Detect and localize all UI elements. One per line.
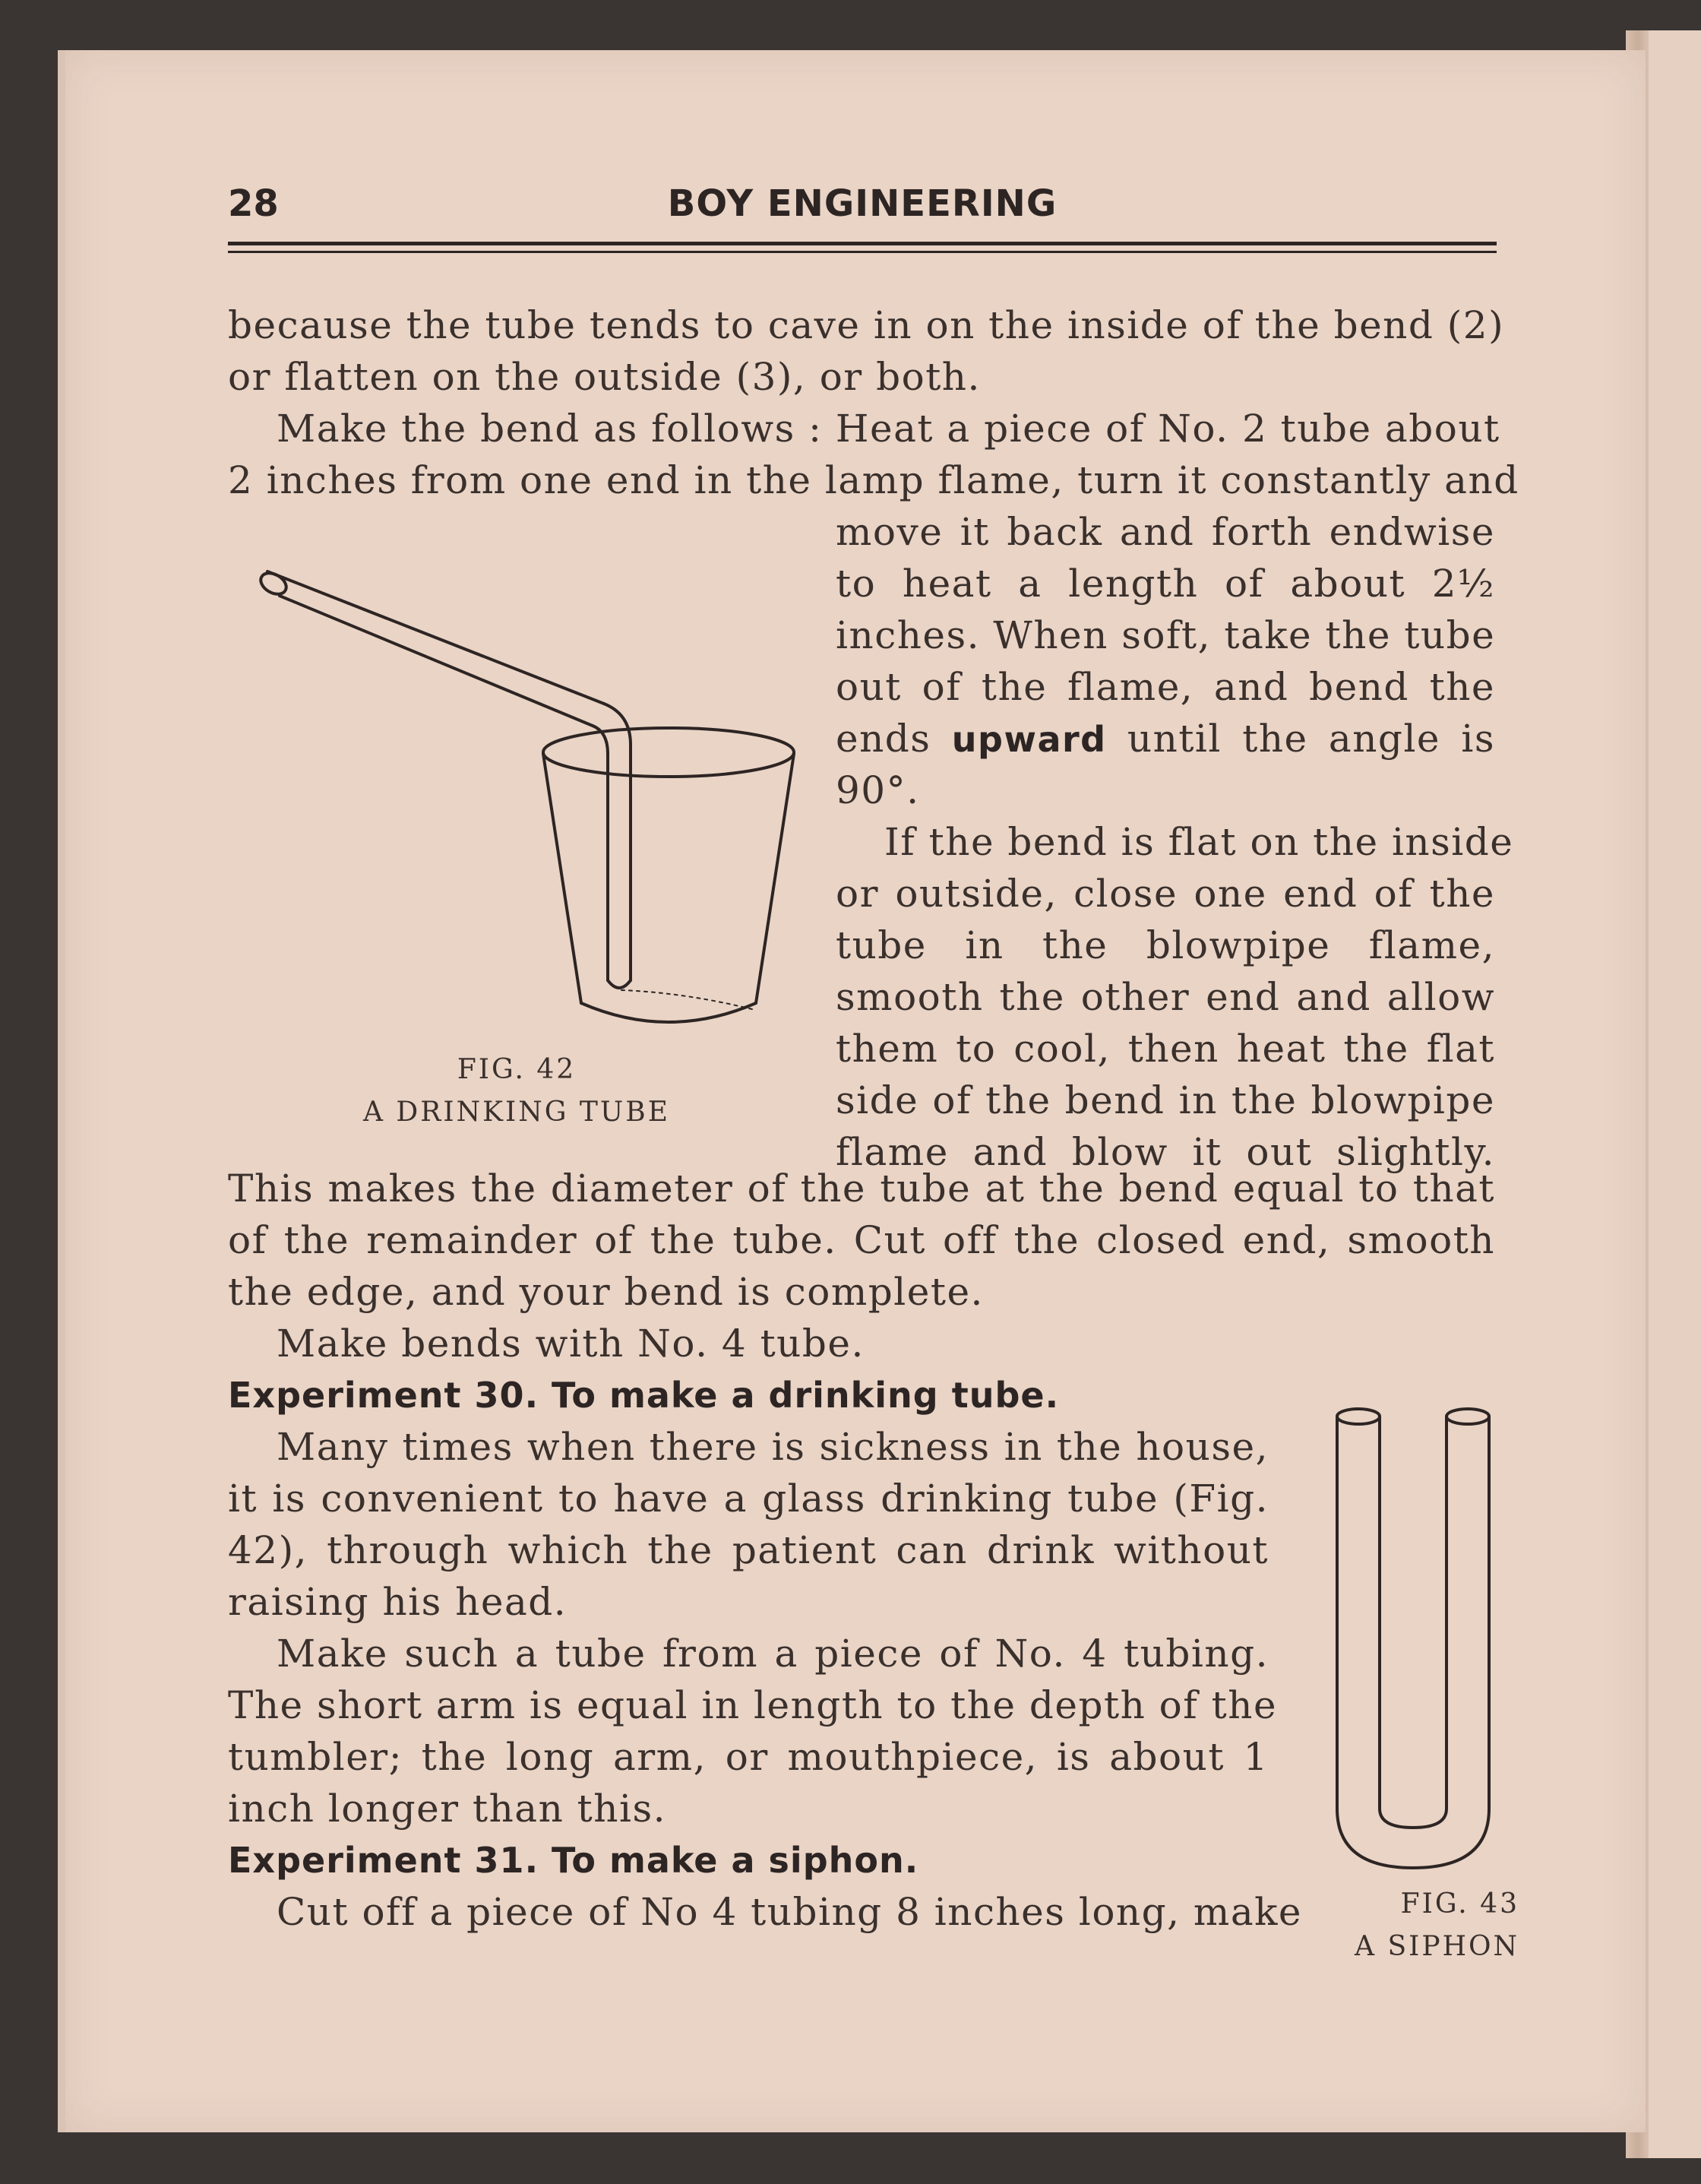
text-line: raising his head.	[228, 1580, 568, 1624]
text-line: out of the flame, and bend the	[836, 665, 1495, 709]
siphon-figure	[1322, 1398, 1504, 1885]
right-column-text	[836, 506, 1514, 1178]
header-rule-thin	[228, 251, 1497, 253]
text-line: smooth the other end and allow	[836, 975, 1495, 1019]
text-line: Cut off a piece of No 4 tubing 8 inches long, make	[277, 1890, 1303, 1934]
header-rule	[228, 242, 1497, 245]
text-fragment: until the angle is	[1106, 717, 1495, 761]
text-line: Many times when there is sickness in the house,	[277, 1425, 1269, 1469]
experiments-section	[228, 1369, 1303, 1938]
fig43-title: A SIPHON	[1355, 1931, 1519, 1962]
page-header	[228, 182, 1497, 236]
drinking-tube-figure	[251, 555, 813, 1056]
text-line: it is convenient to have a glass drinking tube (Fig.	[228, 1477, 1269, 1521]
text-line: 42), through which the patient can drink without	[228, 1528, 1269, 1572]
paragraph-intro	[228, 299, 1519, 506]
text-line: of the remainder of the tube. Cut off the closed end, smooth	[228, 1218, 1495, 1262]
fig42-title: A DRINKING TUBE	[362, 1097, 671, 1128]
text-line: them to cool, then heat the flat	[836, 1027, 1495, 1071]
experiment-31-heading: Experiment 31. To make a siphon.	[228, 1840, 919, 1881]
fig42-number: FIG. 42	[457, 1054, 577, 1085]
emphasis-word: upward	[951, 719, 1107, 760]
paragraph-continuation	[228, 1163, 1495, 1369]
experiment-30-heading: Experiment 30. To make a drinking tube.	[228, 1375, 1060, 1416]
text-line: Make such a tube from a piece of No. 4 tubing.	[277, 1632, 1269, 1676]
fig42-caption	[334, 1049, 699, 1134]
text-line: inches. When soft, take the tube	[836, 613, 1496, 657]
text-line: the edge, and your bend is complete.	[228, 1270, 984, 1314]
text-line	[836, 713, 1495, 764]
page-number: 28	[228, 182, 279, 225]
text-line: tumbler; the long arm, or mouthpiece, is about 1	[228, 1735, 1269, 1779]
text-line: inch longer than this.	[228, 1787, 667, 1831]
text-line: because the tube tends to cave in on the inside of the bend (2)	[228, 303, 1505, 347]
text-line: tube in the blowpipe flame,	[836, 923, 1495, 967]
text-line: If the bend is flat on the inside	[884, 820, 1514, 864]
text-line: to heat a length of about 2½	[836, 562, 1495, 606]
text-line: Make the bend as follows : Heat a piece of No. 2 tube about	[277, 407, 1500, 451]
fig43-caption	[1292, 1883, 1519, 1968]
facing-page-edge	[1649, 30, 1701, 2158]
text-fragment: ends	[836, 717, 952, 761]
fig43-number: FIG. 43	[1400, 1888, 1519, 1920]
text-line: flame and blow it out slightly.	[836, 1130, 1495, 1174]
text-line: This makes the diameter of the tube at the bend equal to that	[228, 1166, 1495, 1211]
text-line: 2 inches from one end in the lamp flame, turn it constantly and	[228, 458, 1519, 502]
text-line: 90°.	[836, 768, 920, 812]
text-line: Make bends with No. 4 tube.	[277, 1321, 865, 1366]
text-line: or outside, close one end of the	[836, 872, 1495, 916]
text-line: move it back and forth endwise	[836, 510, 1495, 554]
text-line: The short arm is equal in length to the depth of the	[228, 1683, 1278, 1727]
text-line: or flatten on the outside (3), or both.	[228, 355, 981, 399]
running-head: BOY ENGINEERING	[667, 182, 1058, 225]
text-line: side of the bend in the blowpipe	[836, 1078, 1495, 1122]
